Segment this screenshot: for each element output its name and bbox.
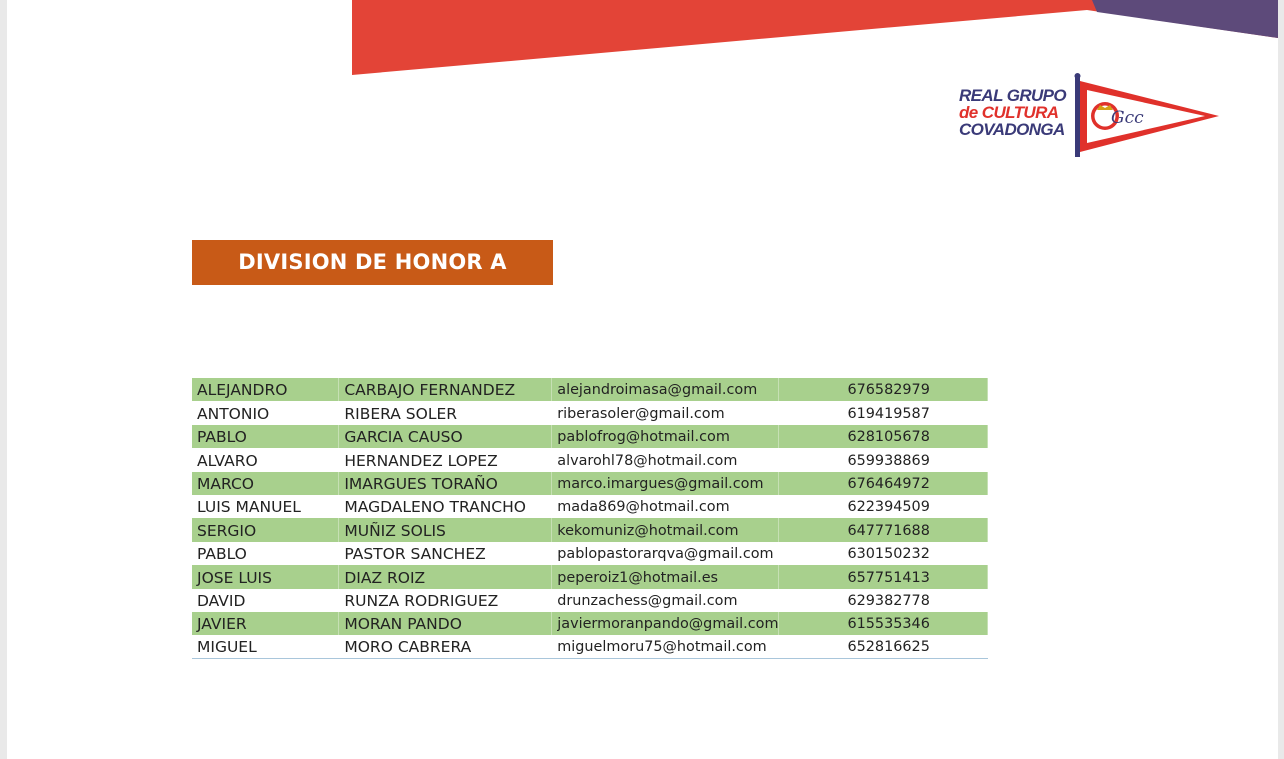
logo-line-2: de CULTURA [959, 103, 1059, 122]
phone-cell: 615535346 [779, 612, 988, 635]
pennant-flag-icon [1067, 72, 1219, 160]
email-cell: kekomuniz@hotmail.com [552, 518, 779, 541]
club-logo [959, 72, 1219, 160]
table-row [192, 425, 988, 448]
last-name-cell: CARBAJO FERNANDEZ [339, 378, 552, 401]
flag-monogram: Gcc [1111, 108, 1144, 128]
last-name-cell: MORAN PANDO [339, 612, 552, 635]
table-row [192, 401, 988, 424]
email-cell: riberasoler@gmail.com [552, 401, 779, 424]
email-cell: drunzachess@gmail.com [552, 589, 779, 612]
table-row [192, 635, 988, 658]
last-name-cell: DIAZ ROIZ [339, 565, 552, 588]
first-name-cell: JAVIER [192, 612, 339, 635]
table-row [192, 589, 988, 612]
phone-cell: 622394509 [779, 495, 988, 518]
table-row [192, 612, 988, 635]
phone-cell: 647771688 [779, 518, 988, 541]
last-name-cell: RUNZA RODRIGUEZ [339, 589, 552, 612]
first-name-cell: ANTONIO [192, 401, 339, 424]
phone-cell: 659938869 [779, 448, 988, 471]
email-cell: miguelmoru75@hotmail.com [552, 635, 779, 658]
last-name-cell: IMARGUES TORAÑO [339, 472, 552, 495]
logo-line-3: COVADONGA [959, 120, 1065, 139]
document-page [7, 0, 1278, 759]
email-cell: pablofrog@hotmail.com [552, 425, 779, 448]
phone-cell: 676464972 [779, 472, 988, 495]
table-row [192, 448, 988, 471]
first-name-cell: DAVID [192, 589, 339, 612]
last-name-cell: MUÑIZ SOLIS [339, 518, 552, 541]
player-roster-table [192, 378, 988, 659]
last-name-cell: MORO CABRERA [339, 635, 552, 658]
player-roster-body [192, 378, 988, 659]
first-name-cell: ALVARO [192, 448, 339, 471]
header-banner [7, 0, 1278, 80]
first-name-cell: LUIS MANUEL [192, 495, 339, 518]
email-cell: peperoiz1@hotmail.es [552, 565, 779, 588]
email-cell: marco.imargues@gmail.com [552, 472, 779, 495]
phone-cell: 619419587 [779, 401, 988, 424]
logo-line-1: REAL GRUPO [959, 86, 1067, 105]
email-cell: mada869@hotmail.com [552, 495, 779, 518]
first-name-cell: PABLO [192, 542, 339, 565]
phone-cell: 629382778 [779, 589, 988, 612]
table-row [192, 518, 988, 541]
email-cell: pablopastorarqva@gmail.com [552, 542, 779, 565]
table-row [192, 542, 988, 565]
table-row [192, 378, 988, 401]
last-name-cell: RIBERA SOLER [339, 401, 552, 424]
section-title: DIVISION DE HONOR A [192, 240, 553, 285]
phone-cell: 657751413 [779, 565, 988, 588]
phone-cell: 676582979 [779, 378, 988, 401]
email-cell: javiermoranpando@gmail.com [552, 612, 779, 635]
phone-cell: 630150232 [779, 542, 988, 565]
last-name-cell: PASTOR SANCHEZ [339, 542, 552, 565]
last-name-cell: GARCIA CAUSO [339, 425, 552, 448]
email-cell: alvarohl78@hotmail.com [552, 448, 779, 471]
last-name-cell: HERNANDEZ LOPEZ [339, 448, 552, 471]
phone-cell: 652816625 [779, 635, 988, 658]
first-name-cell: JOSE LUIS [192, 565, 339, 588]
first-name-cell: MIGUEL [192, 635, 339, 658]
table-row [192, 495, 988, 518]
first-name-cell: MARCO [192, 472, 339, 495]
table-row [192, 472, 988, 495]
banner-purple-stripe [1092, 0, 1278, 38]
first-name-cell: ALEJANDRO [192, 378, 339, 401]
phone-cell: 628105678 [779, 425, 988, 448]
club-logo-wordmark [959, 87, 1066, 138]
first-name-cell: SERGIO [192, 518, 339, 541]
last-name-cell: MAGDALENO TRANCHO [339, 495, 552, 518]
first-name-cell: PABLO [192, 425, 339, 448]
table-row [192, 565, 988, 588]
email-cell: alejandroimasa@gmail.com [552, 378, 779, 401]
